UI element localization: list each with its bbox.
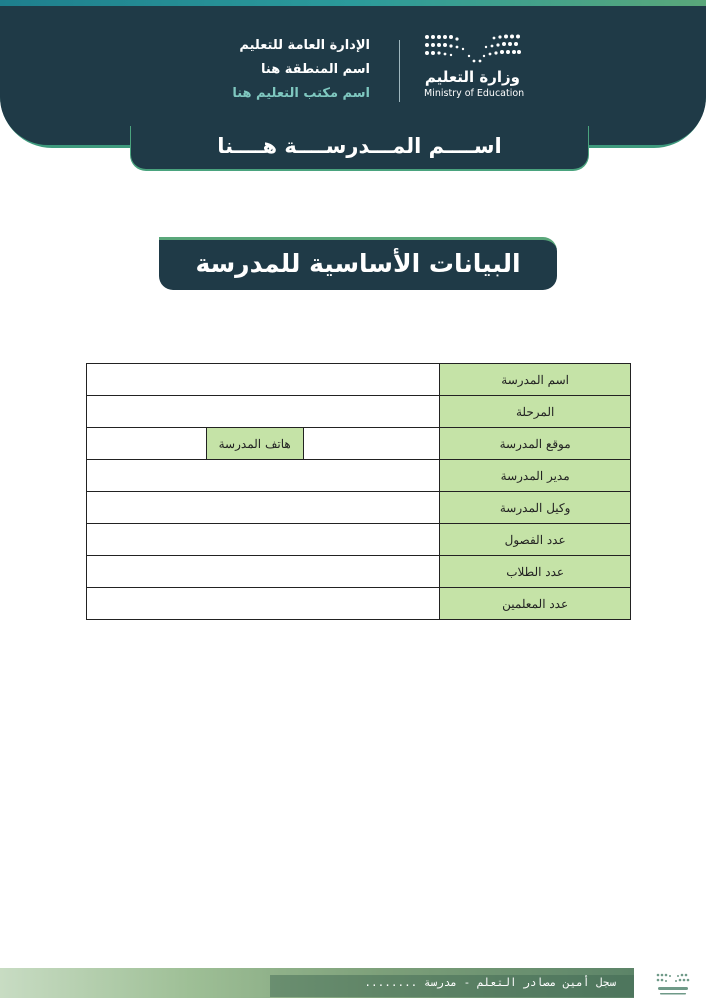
row-label: هاتف المدرسة [206,428,303,460]
school-phone-value[interactable] [87,428,207,460]
ministry-name-ar: وزارة التعليم [424,68,520,86]
ministry-logo [424,68,524,99]
table-row [87,428,631,460]
school-name-value[interactable] [87,364,440,396]
row-label: عدد المعلمين [440,588,631,620]
table-row [87,364,631,396]
admin-line-1: الإدارة العامة للتعليم [239,38,370,53]
school-name-banner: اســــم المـــدرســــة هــــنا [130,126,589,171]
school-location-value[interactable] [303,428,440,460]
admin-line-2: اسم المنطقة هنا [261,62,370,77]
administration-block [232,34,370,106]
school-info-table [86,363,631,620]
classes-count-value[interactable] [87,524,440,556]
row-label: عدد الطلاب [440,556,631,588]
footer-text: سجل أمين مصادر التعلم - مدرسة ........ [364,976,616,989]
row-label: المرحلة [440,396,631,428]
principal-value[interactable] [87,460,440,492]
table-row [87,396,631,428]
table-row [87,492,631,524]
row-label: اسم المدرسة [440,364,631,396]
vice-principal-value[interactable] [87,492,440,524]
stage-value[interactable] [87,396,440,428]
row-label: مدير المدرسة [440,460,631,492]
table-row [87,524,631,556]
ministry-logo-dots-icon [424,34,522,64]
row-label: موقع المدرسة [440,428,631,460]
students-count-value[interactable] [87,556,440,588]
table-row [87,588,631,620]
table-row [87,556,631,588]
admin-line-3: اسم مكتب التعليم هنا [232,86,370,101]
ministry-name-en: Ministry of Education [424,88,525,99]
row-label: وكيل المدرسة [440,492,631,524]
header-divider [399,40,400,102]
table-row [87,460,631,492]
footer-ministry-logo-icon [652,970,692,998]
teachers-count-value[interactable] [87,588,440,620]
row-label: عدد الفصول [440,524,631,556]
section-title: البيانات الأساسية للمدرسة [159,237,557,290]
